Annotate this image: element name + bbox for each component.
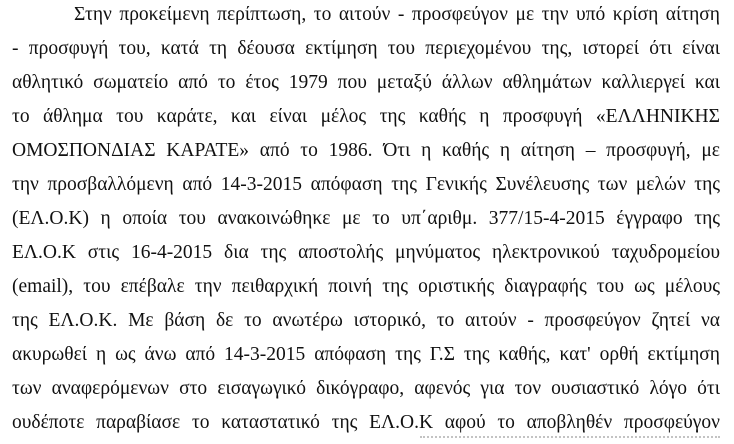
text-line-3: αθλητικό σωματείο από το έτος 1979 που μεταξύ άλλων αθλημάτων καλλιεργεί και: [12, 72, 720, 93]
text-line-4: το άθλημα του καράτε, και είναι μέλος της καθής η προσφυγή «ΕΛΛΗΝΙΚΗΣ: [12, 106, 720, 127]
text-line-2: - προσφυγή του, κατά τη δέουσα εκτίμηση του περιεχομένου της, ιστορεί ότι είναι: [12, 38, 720, 59]
text-line-5: ΟΜΟΣΠΟΝΔΙΑΣ ΚΑΡΑΤΕ» από το 1986. Ότι η καθής η αίτηση – προσφυγή, με: [12, 140, 720, 161]
text-line-10: της ΕΛ.Ο.Κ. Με βάση δε το ανωτέρω ιστορικό, το αιτούν - προσφεύγον ζητεί να: [12, 310, 720, 331]
text-line-12: των αναφερόμενων στο εισαγωγικό δικόγραφο, αφενός για τον ουσιαστικό λόγο ότι: [12, 378, 720, 399]
next-line-fragment: [420, 436, 720, 444]
text-line-11: ακυρωθεί η ως άνω από 14-3-2015 απόφαση της Γ.Σ της καθής, κατ' ορθή εκτίμηση: [12, 344, 720, 365]
text-line-6: την προσβαλλόμενη από 14-3-2015 απόφαση της Γενικής Συνέλευσης των μελών της: [12, 174, 720, 195]
text-line-7: (ΕΛ.Ο.Κ) η οποία του ανακοινώθηκε με το υπ΄αριθμ. 377/15-4-2015 έγγραφο της: [12, 208, 720, 229]
text-line-1: Στην προκείμενη περίπτωση, το αιτούν - προσφεύγον με την υπό κρίση αίτηση: [74, 4, 720, 25]
text-line-9: (email), του επέβαλε την πειθαρχική ποινή της οριστικής διαγραφής του ως μέλους: [12, 276, 720, 297]
text-line-8: ΕΛ.Ο.Κ στις 16-4-2015 δια της αποστολής μηνύματος ηλεκτρονικού ταχυδρομείου: [12, 242, 720, 263]
text-line-13: ουδέποτε παραβίασε το καταστατικό της ΕΛ.Ο.Κ αφού το αποβληθέν προσφεύγον: [12, 412, 720, 433]
